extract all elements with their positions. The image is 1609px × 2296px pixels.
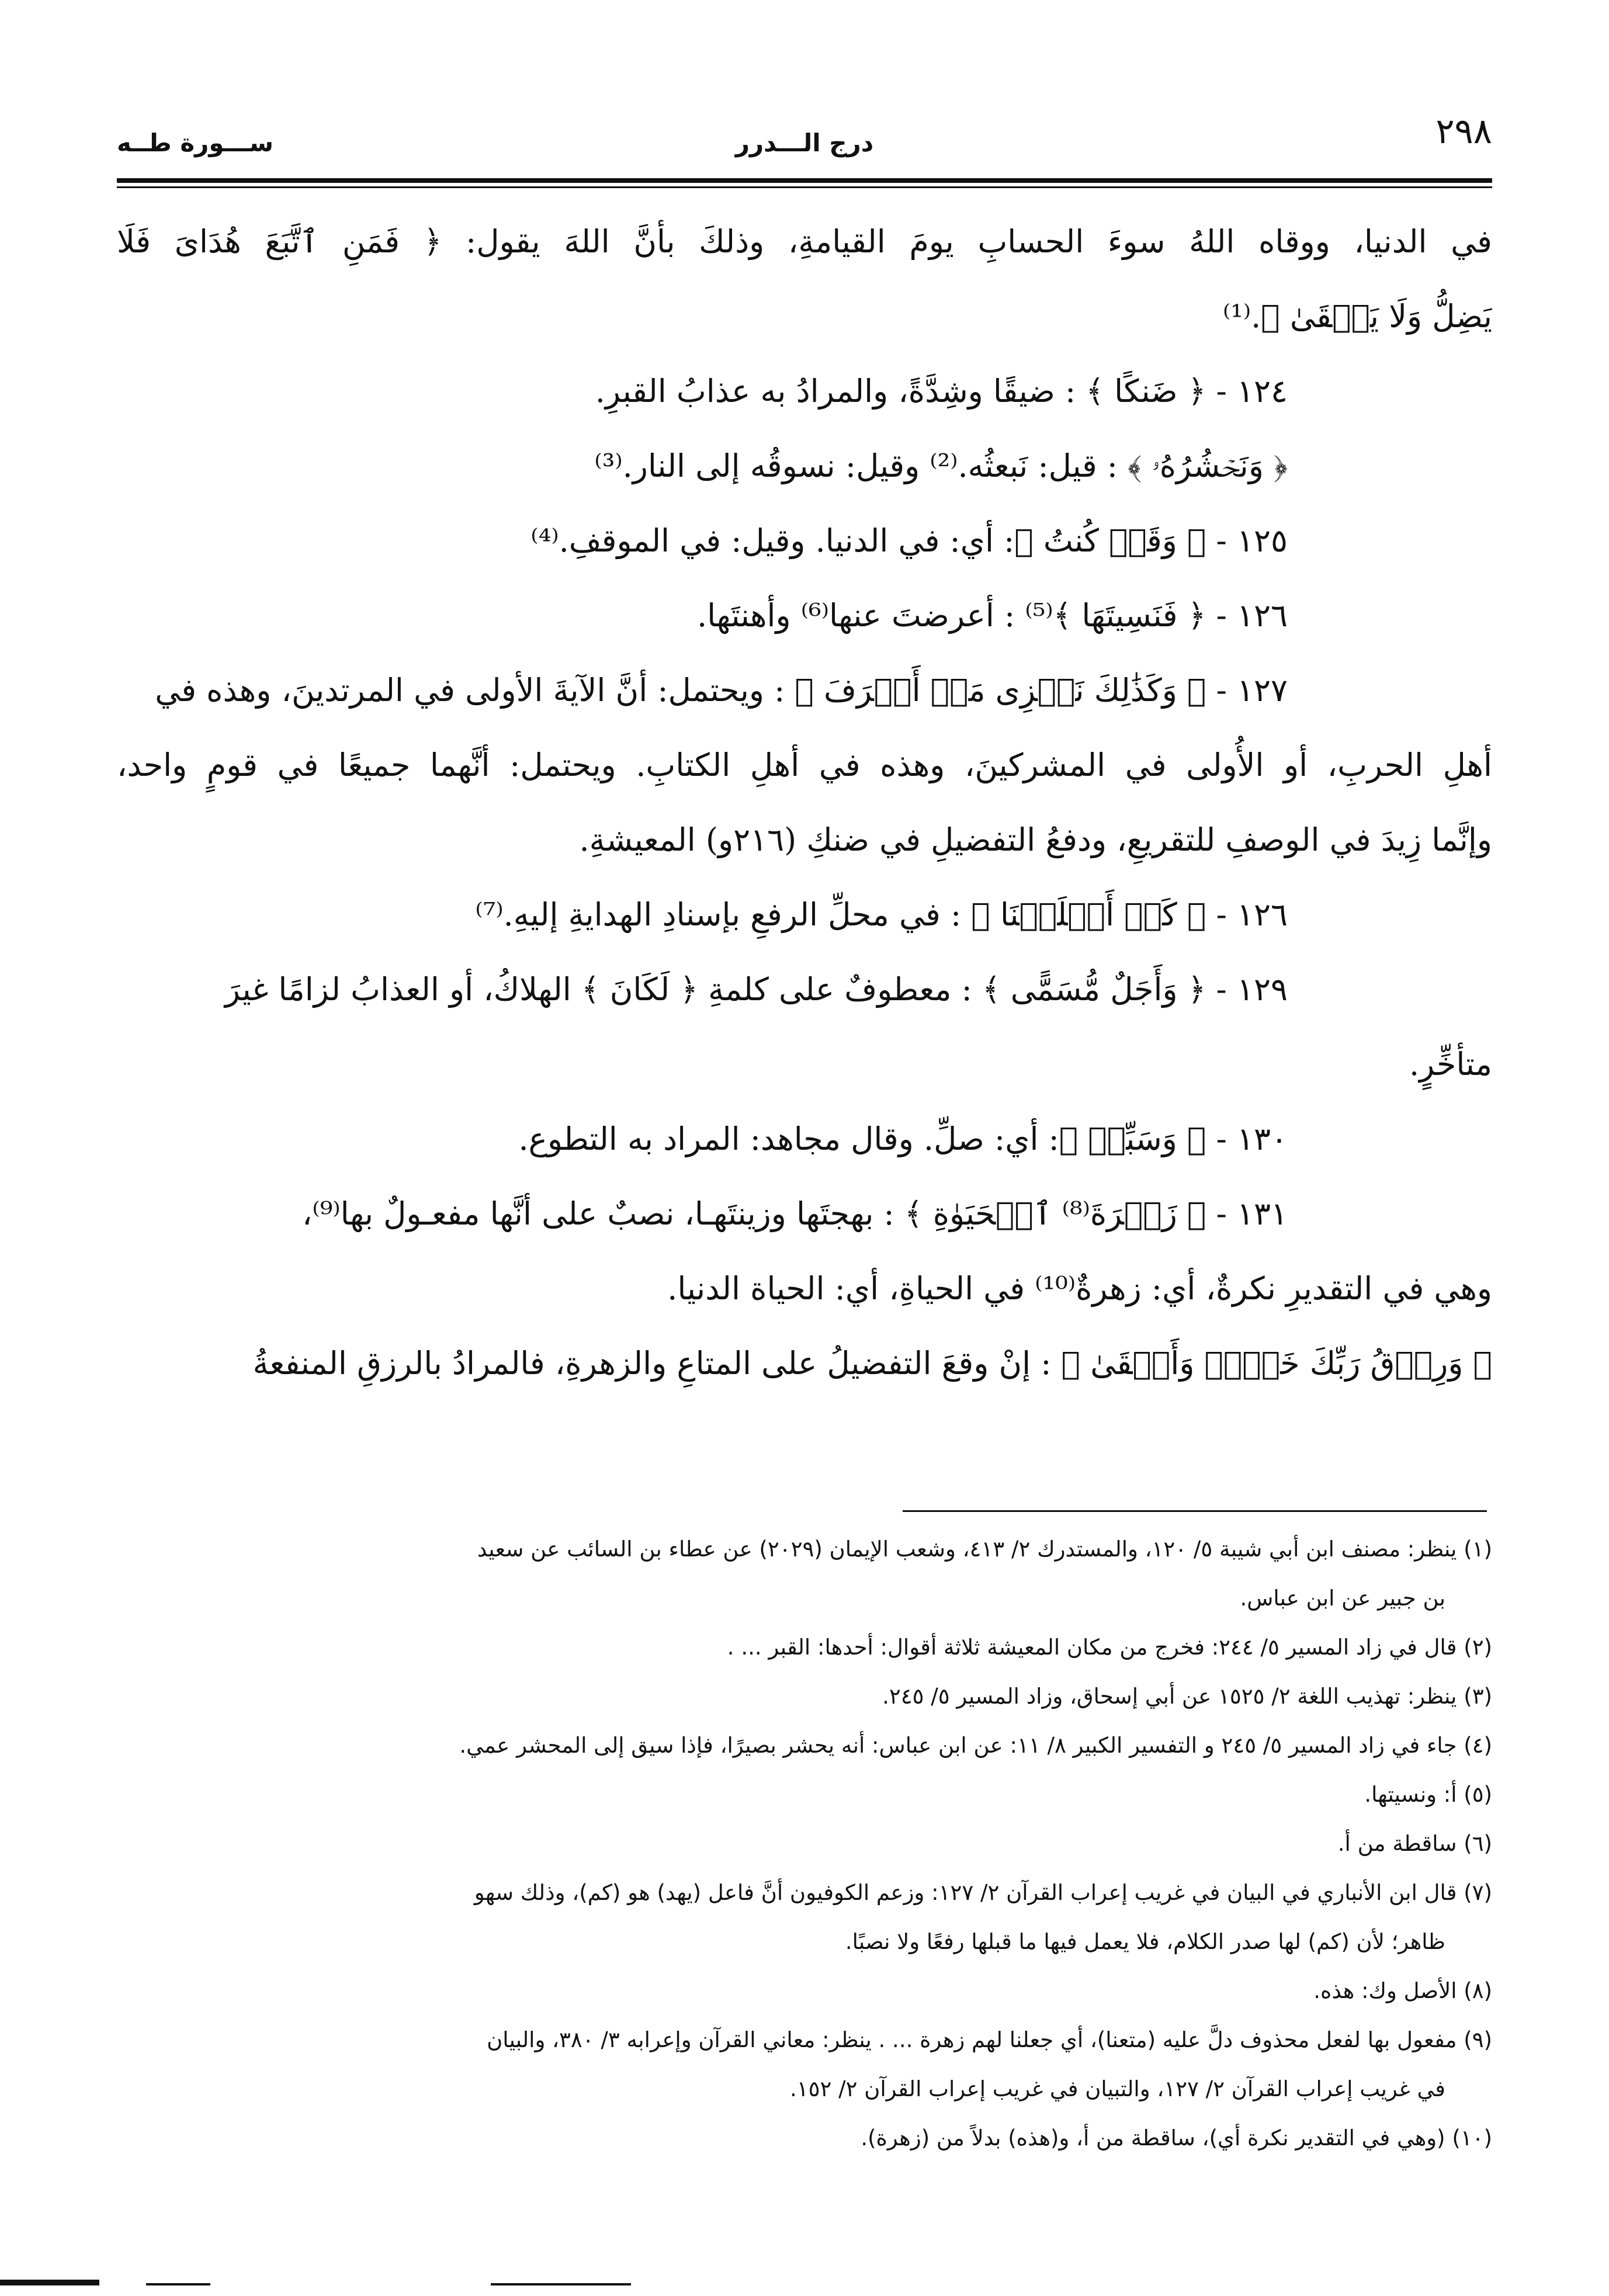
footnote-continuation: بن جبير عن ابن عباس. (1240, 1586, 1445, 1611)
page-header (117, 105, 1492, 169)
main-text (117, 204, 1492, 1401)
text-line: أهلِ الحربِ، أو الأُولى في المشركينَ، وهذه في أهلِ الكتابِ. ويحتمل: أنَّهما جميعًا في قومٍ واحد، (117, 747, 1492, 783)
scan-edge-mark (0, 2280, 99, 2285)
text-line: وإنَّما زِيدَ في الوصفِ للتقريعِ، ودفعُ التفضيلِ في ضنكِ (٢١٦و) المعيشةِ. (579, 821, 1492, 858)
header-rule-thick (117, 178, 1492, 183)
scan-edge-mark (491, 2283, 631, 2285)
text-line: متأخِّرٍ. (1409, 1046, 1492, 1083)
text-line: ﴿ وَنَحۡشُرُهُۥ ﴾ : قيل: نَبعثُه.⁽²⁾ وقيل: نسوقُه إلى النار.⁽³⁾ (594, 448, 1288, 484)
text-line: ١٢٥ - ﴿ وَقَدۡ كُنتُ ﴾: أي: في الدنيا. وقيل: في الموقفِ.⁽⁴⁾ (530, 522, 1288, 559)
footnote: (٦) ساقطة من أ. (1337, 1831, 1492, 1856)
scan-edge-mark (146, 2283, 210, 2285)
text-line: ١٣١ - ﴿ زَهۡرَةَ⁽⁸⁾ ٱلۡحَيَوٰةِ ﴾ : بهجتَها وزينتَهـا، نصبٌ على أنَّها مفعـولٌ بها⁽⁹⁾، (302, 1195, 1288, 1232)
text-line: ١٢٧ - ﴿ وَكَذَٰلِكَ نَجۡزِى مَنۡ أَسۡرَفَ ﴾ : ويحتمل: أنَّ الآيةَ الأولى في المرتدينَ، وهذه في (155, 672, 1288, 709)
footnotes (117, 1525, 1492, 2163)
text-line: يَضِلُّ وَلَا يَشۡقَىٰ ﴾.⁽¹⁾ (1222, 298, 1492, 335)
footnote: (٨) الأصل وك: هذه. (1313, 1978, 1492, 2003)
footnote: (٣) ينظر: تهذيب اللغة ٢/ ١٥٢٥ عن أبي إسحاق، وزاد المسير ٥/ ٢٤٥. (882, 1684, 1492, 1709)
text-line: في الدنيا، ووقاه اللهُ سوءَ الحسابِ يومَ القيامةِ، وذلكَ بأنَّ اللهَ يقول: ﴿ فَمَنِ ٱتَّبَعَ هُدَاىَ فَلَا (117, 223, 1492, 260)
text-line: وهي في التقديرِ نكرةٌ، أي: زهرةٌ⁽¹⁰⁾ في الحياةِ، أي: الحياة الدنيا. (667, 1270, 1492, 1307)
text-line: ١٣٠ - ﴿ وَسَبِّحۡ ﴾: أي: صلِّ. وقال مجاهد: المراد به التطوع. (518, 1121, 1288, 1157)
text-line: ﴿ وَرِزۡقُ رَبِّكَ خَيۡرٞ وَأَبۡقَىٰ ﴾ : إنْ وقعَ التفضيلُ على المتاعِ والزهرةِ، فالمرادُ بالرزقِ المنفعةُ (252, 1345, 1492, 1382)
footnote: (٩) مفعول بها لفعل محذوف دلَّ عليه (متعنا)، أي جعلنا لهم زهرة ... . ينظر: معاني القرآن وإعرابه ٣/ ٣٨٠، والبيان (487, 2027, 1492, 2052)
footnote: (١٠) (وهي في التقدير نكرة أي)، ساقطة من أ، و(هذه) بدلاً من (زهرة). (861, 2125, 1492, 2151)
text-line: ١٢٩ - ﴿ وَأَجَلٌ مُّسَمًّى ﴾ : معطوفٌ على كلمةِ ﴿ لَكَانَ ﴾ الهلاكُ، أو العذابُ لزامًا غيرَ (224, 971, 1288, 1008)
footnote: (٤) جاء في زاد المسير ٥/ ٢٤٥ و التفسير الكبير ٨/ ١١: عن ابن عباس: أنه يحشر بصيرًا، فإذا سيق إلى المحشر عمي. (459, 1733, 1492, 1758)
footnote-continuation: ظاهر؛ لأن (كم) لها صدر الكلام، فلا يعمل فيها ما قبلها رفعًا ولا نصبًا. (845, 1929, 1445, 1954)
text-line: ١٢٦ - ﴿ فَنَسِيتَهَا ﴾⁽⁵⁾ : أعرضتَ عنها⁽⁶⁾ وأهنتَها. (696, 597, 1288, 634)
footnote-separator (903, 1510, 1487, 1512)
footnote: (٥) أ: ونسيتها. (1364, 1782, 1492, 1807)
surah-name: ســـورة طــه (117, 129, 274, 157)
footnote: (١) ينظر: مصنف ابن أبي شيبة ٥/ ١٢٠، والمستدرك ٢/ ٤١٣، وشعب الإيمان (٢٠٢٩) عن عطاء بن السائب عن سعيد (477, 1537, 1492, 1562)
header-rule-thin (117, 186, 1492, 188)
page-number: ٢٩٨ (1435, 111, 1492, 152)
text-line: ١٢٦ - ﴿ كَمۡ أَهۡلَكۡنَا ﴾ : في محلِّ الرفعِ بإسنادِ الهدايةِ إليهِ.⁽⁷⁾ (475, 896, 1288, 933)
footnote: (٧) قال ابن الأنباري في البيان في غريب إعراب القرآن ٢/ ١٢٧: وزعم الكوفيون أنَّ فاعل (يهد) هو (كم)، وذلك سهو (474, 1880, 1492, 1905)
footnote-continuation: في غريب إعراب القرآن ٢/ ١٢٧، والتبيان في غريب إعراب القرآن ٢/ ١٥٢. (789, 2076, 1445, 2101)
text-line: ١٢٤ - ﴿ ضَنكًا ﴾ : ضيقًا وشِدَّةً، والمرادُ به عذابُ القبرِ. (595, 373, 1288, 410)
footnote: (٢) قال في زاد المسير ٥/ ٢٤٤: فخرج من مكان المعيشة ثلاثة أقوال: أحدها: القبر ... . (727, 1635, 1492, 1660)
book-title: درج الـــدرر (735, 129, 874, 157)
